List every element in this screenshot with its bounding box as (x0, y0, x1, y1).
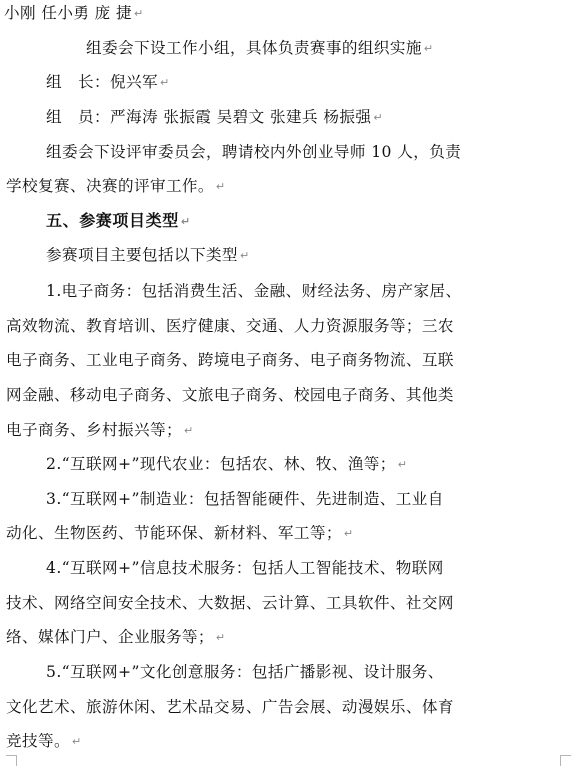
item5-text-2: 文化艺术、旅游休闲、艺术品交易、广告会展、动漫娱乐、体育 (6, 698, 454, 716)
paragraph-mark-icon: ↵ (423, 42, 434, 55)
review-committee-text-2: 学校复赛、决赛的评审工作。 (6, 177, 214, 195)
item5-line-3 (6, 731, 82, 752)
committee-names-line (4, 3, 144, 24)
paragraph-mark-icon: ↵ (239, 249, 250, 262)
section-heading (46, 211, 191, 232)
section-intro-text: 参赛项目主要包括以下类型 (46, 246, 238, 264)
paragraph-mark-icon: ↵ (183, 424, 194, 437)
item4-text-1: 4.“互联网+”信息技术服务：包括人工智能技术、物联网 (46, 559, 444, 577)
committee-names-text: 小刚 任小勇 庞 捷 (4, 4, 133, 22)
paragraph-mark-icon: ↵ (215, 180, 226, 193)
item1-line-4 (6, 385, 454, 405)
item1-line-5 (6, 420, 194, 441)
review-committee-text-1: 组委会下设评审委员会，聘请校内外创业导师 10 人，负责 (46, 143, 462, 161)
paragraph-mark-icon: ↵ (159, 76, 170, 89)
item1-text-5: 电子商务、乡村振兴等； (6, 421, 182, 439)
item1-text-4: 网金融、移动电子商务、文旅电子商务、校园电子商务、其他类 (6, 386, 454, 404)
item4-line-3 (6, 627, 226, 648)
group-leader-text: 组 长：倪兴军 (46, 73, 158, 91)
item3-text-1: 3.“互联网+”制造业：包括智能硬件、先进制造、工业自 (46, 490, 444, 508)
item2-text-1: 2.“互联网+”现代农业：包括农、林、牧、渔等； (46, 455, 396, 473)
item3-text-2: 动化、生物医药、节能环保、新材料、军工等； (6, 524, 342, 542)
margin-corner-bottom-right (560, 755, 571, 766)
section-heading-text: 五、参赛项目类型 (46, 211, 179, 230)
item5-line-1 (46, 662, 444, 682)
paragraph-mark-icon: ↵ (215, 631, 226, 644)
item4-line-2 (6, 593, 454, 613)
item4-text-2: 技术、网络空间安全技术、大数据、云计算、工具软件、社交网 (6, 594, 454, 612)
item1-text-3: 电子商务、工业电子商务、跨境电子商务、电子商务物流、互联 (6, 351, 454, 369)
item1-line-1 (46, 281, 462, 301)
item4-line-1 (46, 558, 444, 578)
item5-text-1: 5.“互联网+”文化创意服务：包括广播影视、设计服务、 (46, 663, 444, 681)
review-committee-line-2 (6, 176, 226, 197)
item1-text-1: 1.电子商务：包括消费生活、金融、财经法务、房产家居、 (46, 282, 462, 300)
group-leader-line (46, 72, 170, 93)
item3-line-2 (6, 523, 354, 544)
item2-line-1 (46, 454, 407, 475)
paragraph-mark-icon: ↵ (71, 735, 82, 748)
section-intro-line (46, 245, 250, 266)
paragraph-mark-icon: ↵ (180, 215, 191, 228)
group-members-text: 组 员：严海涛 张振霞 吴碧文 张建兵 杨振强 (46, 108, 372, 126)
paragraph-mark-icon: ↵ (373, 111, 383, 124)
paragraph-mark-icon: ↵ (134, 7, 144, 20)
working-group-intro-text: 组委会下设工作小组，具体负责赛事的组织实施 (86, 39, 422, 57)
item5-line-2 (6, 697, 454, 717)
review-committee-line-1 (46, 142, 461, 162)
item3-line-1 (46, 489, 444, 509)
paragraph-mark-icon: ↵ (343, 527, 354, 540)
item1-line-3 (6, 350, 454, 370)
item1-line-2 (6, 316, 454, 336)
margin-corner-bottom-left (6, 755, 17, 766)
item4-text-3: 络、媒体门户、企业服务等； (6, 628, 214, 646)
item1-text-2: 高效物流、教育培训、医疗健康、交通、人力资源服务等；三农 (6, 317, 454, 335)
paragraph-mark-icon: ↵ (397, 458, 408, 471)
item5-text-3: 竞技等。 (6, 732, 70, 750)
group-members-line (46, 107, 383, 128)
working-group-intro-line (86, 38, 434, 59)
